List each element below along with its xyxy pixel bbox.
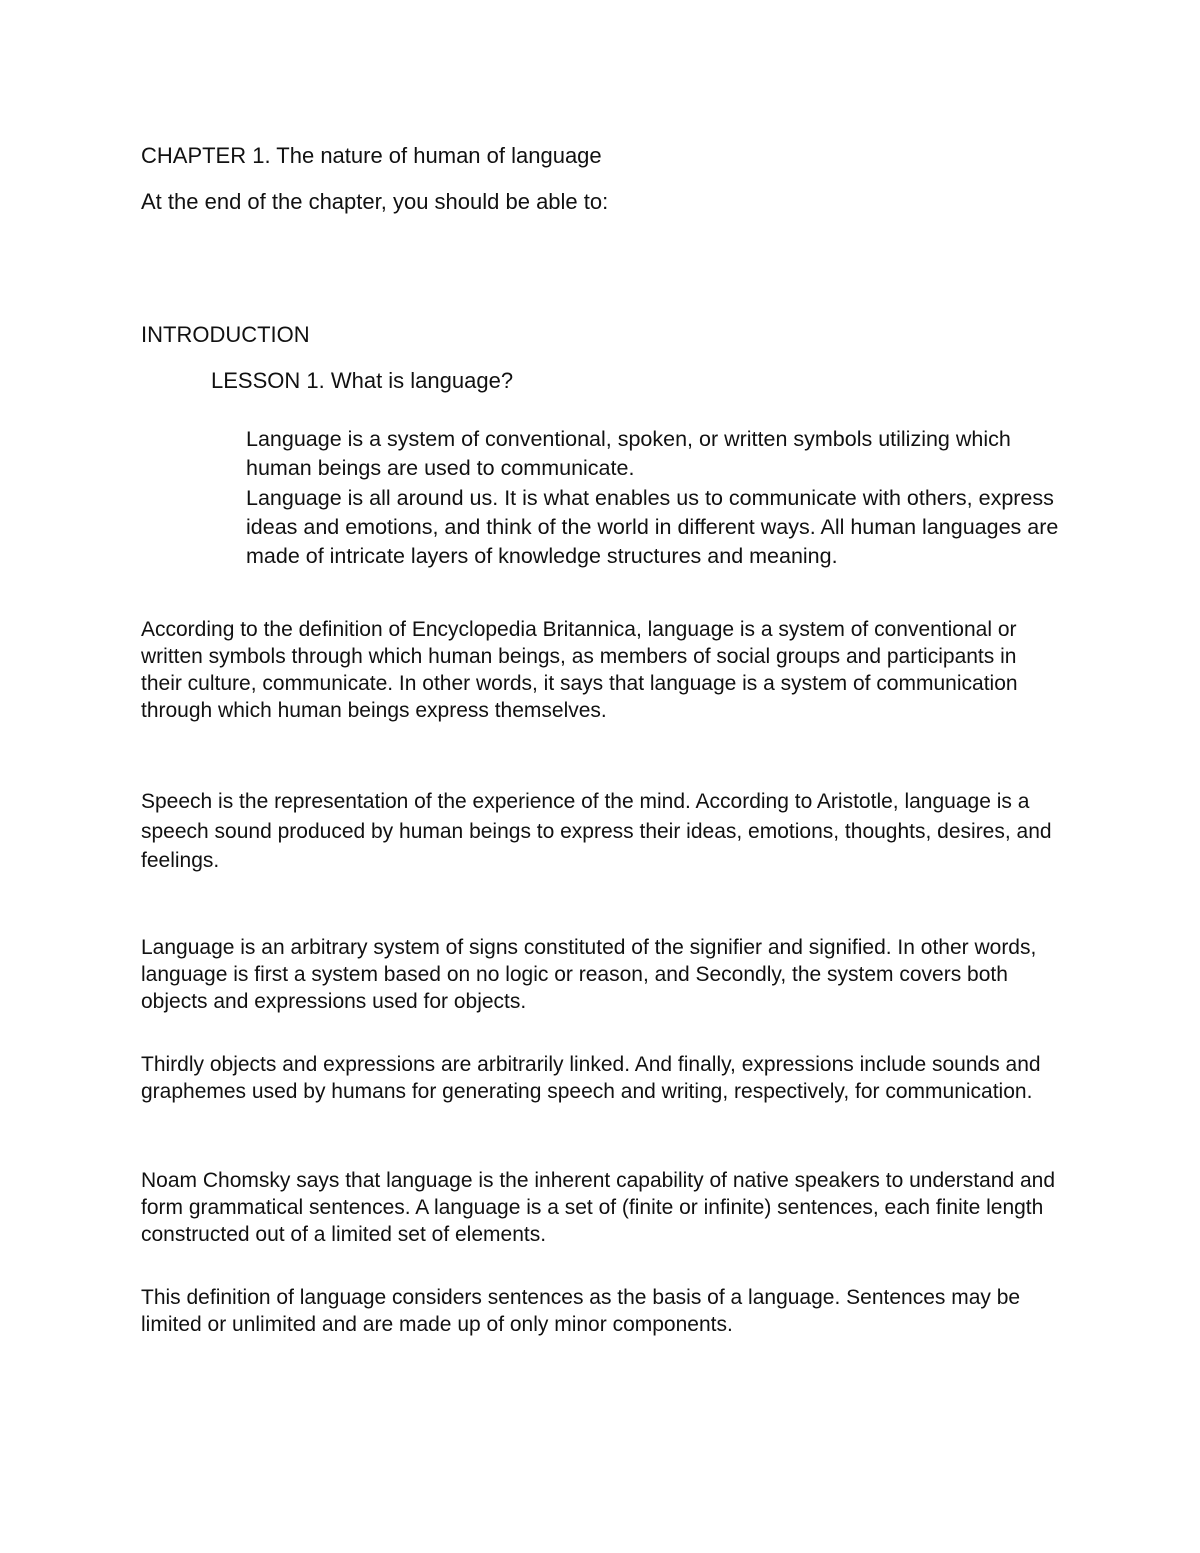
body-paragraph-britannica: According to the definition of Encyclopedia Britannica, language is a system of conventional or written symbols through which human beings, as members of social groups and participants in their culture, communicate. In other words, it says that language is a system of communication through which human beings express themselves.	[141, 618, 1018, 722]
body-paragraph-thirdly: Thirdly objects and expressions are arbitrarily linked. And finally, expressions include sounds and graphemes used by humans for generating speech and writing, respectively, for communication.	[141, 1053, 1041, 1103]
body-paragraph-sentences: This definition of language considers sentences as the basis of a language. Sentences may be limited or unlimited and are made up of only minor components.	[141, 1286, 1021, 1336]
section-heading-introduction: INTRODUCTION	[141, 322, 310, 347]
chapter-objectives-intro: At the end of the chapter, you should be able to:	[141, 189, 609, 214]
body-paragraph-speech: Speech is the representation of the experience of the mind. According to Aristotle, language is a speech sound produced by human beings to express their ideas, emotions, thoughts, desires, and feelings.	[141, 790, 1052, 872]
lesson-title: LESSON 1. What is language?	[211, 368, 514, 393]
definition-paragraph: Language is a system of conventional, spoken, or written symbols utilizing which human beings are used to communicate.	[246, 427, 1011, 480]
chapter-title: CHAPTER 1. The nature of human of language	[141, 143, 602, 168]
body-paragraph-chomsky: Noam Chomsky says that language is the inherent capability of native speakers to understand and form grammatical sentences. A language is a set of (finite or infinite) sentences, each finite length constructed out of a limited set of elements.	[141, 1169, 1056, 1246]
definition-paragraph: Language is all around us. It is what enables us to communicate with others, express ideas and emotions, and think of the world in different ways. All human languages are made of intricate layers of knowledge structures and meaning.	[246, 486, 1059, 568]
body-paragraph-arbitrary-system: Language is an arbitrary system of signs constituted of the signifier and signified. In other words, language is first a system based on no logic or reason, and Secondly, the system covers both objects and expressions used for objects.	[141, 936, 1037, 1013]
